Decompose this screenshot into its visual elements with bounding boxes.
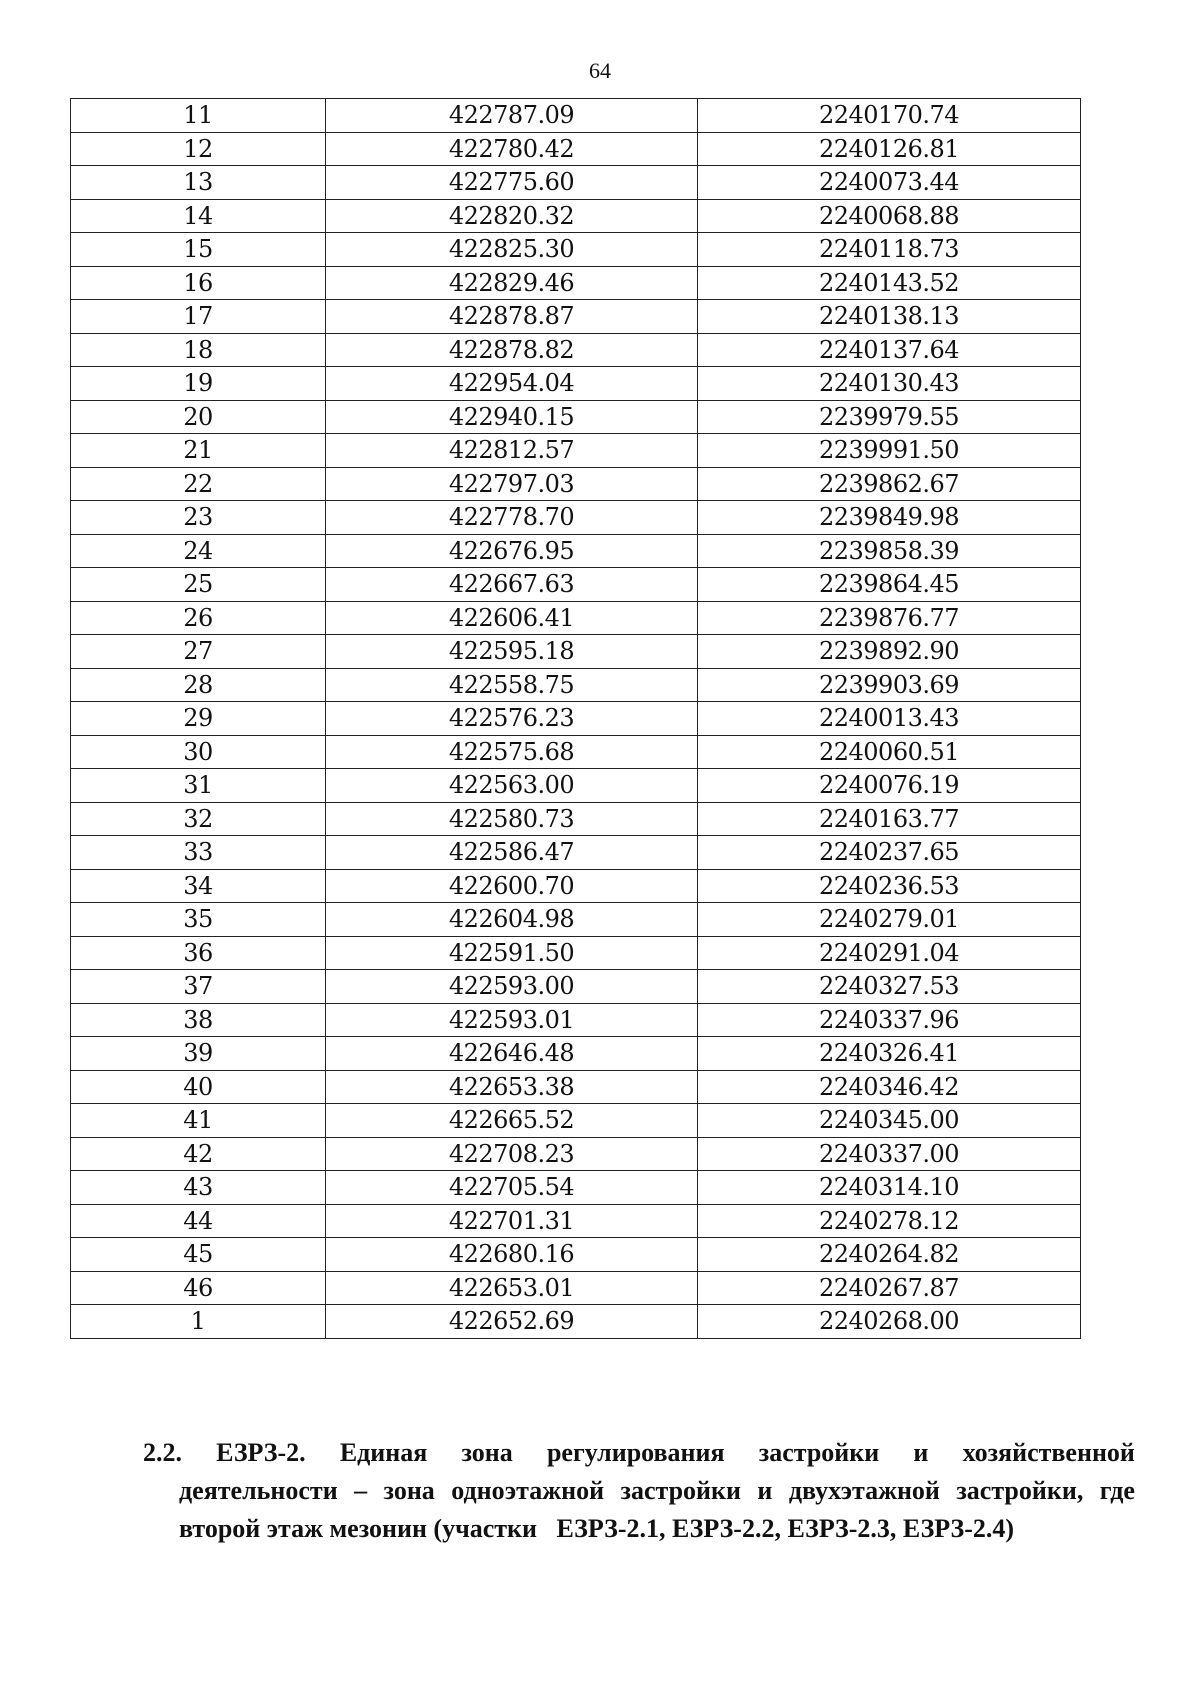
section-heading-line-2 xyxy=(143,1472,1135,1510)
y-coordinate-cell: 2239864.45 xyxy=(698,568,1081,602)
point-number-cell: 38 xyxy=(71,1003,326,1037)
point-number-cell: 18 xyxy=(71,333,326,367)
x-coordinate-cell: 422593.01 xyxy=(326,1003,698,1037)
table-row xyxy=(71,1271,1081,1305)
coordinates-table-body xyxy=(71,99,1081,1339)
y-coordinate-cell: 2239979.55 xyxy=(698,400,1081,434)
point-number-cell: 46 xyxy=(71,1271,326,1305)
x-coordinate-cell: 422653.38 xyxy=(326,1070,698,1104)
point-number-cell: 23 xyxy=(71,501,326,535)
section-heading-word: и xyxy=(757,1476,773,1505)
y-coordinate-cell: 2240327.53 xyxy=(698,970,1081,1004)
y-coordinate-cell: 2240337.96 xyxy=(698,1003,1081,1037)
table-row xyxy=(71,836,1081,870)
x-coordinate-cell: 422600.70 xyxy=(326,869,698,903)
section-heading-word: 2.2. xyxy=(143,1438,182,1467)
x-coordinate-cell: 422606.41 xyxy=(326,601,698,635)
point-number-cell: 42 xyxy=(71,1137,326,1171)
section-heading-word: одноэтажной xyxy=(451,1476,605,1505)
point-number-cell: 1 xyxy=(71,1305,326,1339)
page-number: 64 xyxy=(589,58,611,83)
y-coordinate-cell: 2240291.04 xyxy=(698,936,1081,970)
table-row xyxy=(71,1204,1081,1238)
section-heading-word: и xyxy=(913,1438,929,1467)
table-row xyxy=(71,1037,1081,1071)
y-coordinate-cell: 2240068.88 xyxy=(698,199,1081,233)
table-row xyxy=(71,333,1081,367)
y-coordinate-cell: 2240060.51 xyxy=(698,735,1081,769)
x-coordinate-cell: 422652.69 xyxy=(326,1305,698,1339)
section-heading-word: деятельности xyxy=(179,1476,338,1505)
table-row xyxy=(71,1070,1081,1104)
point-number-cell: 34 xyxy=(71,869,326,903)
y-coordinate-cell: 2239849.98 xyxy=(698,501,1081,535)
x-coordinate-cell: 422701.31 xyxy=(326,1204,698,1238)
table-row xyxy=(71,233,1081,267)
table-row xyxy=(71,434,1081,468)
x-coordinate-cell: 422708.23 xyxy=(326,1137,698,1171)
y-coordinate-cell: 2240126.81 xyxy=(698,132,1081,166)
table-row xyxy=(71,1305,1081,1339)
x-coordinate-cell: 422829.46 xyxy=(326,266,698,300)
table-row xyxy=(71,266,1081,300)
x-coordinate-cell: 422825.30 xyxy=(326,233,698,267)
section-heading-line-3: второй этаж мезонин (участки ЕЗРЗ-2.1, ЕЗРЗ-2.2, ЕЗРЗ-2.3, ЕЗРЗ-2.4) xyxy=(179,1514,1015,1543)
x-coordinate-cell: 422576.23 xyxy=(326,702,698,736)
y-coordinate-cell: 2239903.69 xyxy=(698,668,1081,702)
y-coordinate-cell: 2240337.00 xyxy=(698,1137,1081,1171)
y-coordinate-cell: 2239862.67 xyxy=(698,467,1081,501)
x-coordinate-cell: 422653.01 xyxy=(326,1271,698,1305)
y-coordinate-cell: 2239876.77 xyxy=(698,601,1081,635)
x-coordinate-cell: 422778.70 xyxy=(326,501,698,535)
y-coordinate-cell: 2239858.39 xyxy=(698,534,1081,568)
point-number-cell: 39 xyxy=(71,1037,326,1071)
point-number-cell: 19 xyxy=(71,367,326,401)
point-number-cell: 45 xyxy=(71,1238,326,1272)
section-heading-word: где xyxy=(1099,1476,1135,1505)
y-coordinate-cell: 2240236.53 xyxy=(698,869,1081,903)
section-heading-word: ЕЗРЗ-2. xyxy=(216,1438,306,1467)
point-number-cell: 11 xyxy=(71,99,326,133)
x-coordinate-cell: 422676.95 xyxy=(326,534,698,568)
x-coordinate-cell: 422646.48 xyxy=(326,1037,698,1071)
table-row xyxy=(71,668,1081,702)
table-row xyxy=(71,903,1081,937)
table-row xyxy=(71,1238,1081,1272)
x-coordinate-cell: 422820.32 xyxy=(326,199,698,233)
y-coordinate-cell: 2240076.19 xyxy=(698,769,1081,803)
x-coordinate-cell: 422558.75 xyxy=(326,668,698,702)
x-coordinate-cell: 422580.73 xyxy=(326,802,698,836)
point-number-cell: 28 xyxy=(71,668,326,702)
point-number-cell: 12 xyxy=(71,132,326,166)
point-number-cell: 43 xyxy=(71,1171,326,1205)
point-number-cell: 20 xyxy=(71,400,326,434)
point-number-cell: 36 xyxy=(71,936,326,970)
point-number-cell: 44 xyxy=(71,1204,326,1238)
table-row xyxy=(71,735,1081,769)
table-row xyxy=(71,802,1081,836)
x-coordinate-cell: 422775.60 xyxy=(326,166,698,200)
table-row xyxy=(71,970,1081,1004)
y-coordinate-cell: 2240118.73 xyxy=(698,233,1081,267)
y-coordinate-cell: 2240237.65 xyxy=(698,836,1081,870)
section-heading-word: двухэтажной xyxy=(788,1476,940,1505)
x-coordinate-cell: 422667.63 xyxy=(326,568,698,602)
x-coordinate-cell: 422604.98 xyxy=(326,903,698,937)
x-coordinate-cell: 422593.00 xyxy=(326,970,698,1004)
table-row xyxy=(71,568,1081,602)
table-row xyxy=(71,166,1081,200)
y-coordinate-cell: 2240143.52 xyxy=(698,266,1081,300)
coordinates-table xyxy=(70,98,1081,1339)
table-row xyxy=(71,936,1081,970)
table-row xyxy=(71,99,1081,133)
y-coordinate-cell: 2240163.77 xyxy=(698,802,1081,836)
point-number-cell: 13 xyxy=(71,166,326,200)
table-row xyxy=(71,534,1081,568)
point-number-cell: 15 xyxy=(71,233,326,267)
point-number-cell: 30 xyxy=(71,735,326,769)
table-row xyxy=(71,300,1081,334)
point-number-cell: 37 xyxy=(71,970,326,1004)
point-number-cell: 14 xyxy=(71,199,326,233)
x-coordinate-cell: 422878.87 xyxy=(326,300,698,334)
table-row xyxy=(71,367,1081,401)
y-coordinate-cell: 2240346.42 xyxy=(698,1070,1081,1104)
section-heading-word: застройки xyxy=(620,1476,741,1505)
x-coordinate-cell: 422586.47 xyxy=(326,836,698,870)
table-row xyxy=(71,1137,1081,1171)
section-heading-word: застройки, xyxy=(956,1476,1084,1505)
x-coordinate-cell: 422591.50 xyxy=(326,936,698,970)
section-heading-word: регулирования xyxy=(546,1438,725,1467)
x-coordinate-cell: 422563.00 xyxy=(326,769,698,803)
point-number-cell: 26 xyxy=(71,601,326,635)
point-number-cell: 16 xyxy=(71,266,326,300)
section-heading-word: хозяйственной xyxy=(962,1438,1135,1467)
y-coordinate-cell: 2240264.82 xyxy=(698,1238,1081,1272)
section-heading-word: застройки xyxy=(758,1438,880,1467)
table-row xyxy=(71,769,1081,803)
x-coordinate-cell: 422680.16 xyxy=(326,1238,698,1272)
y-coordinate-cell: 2240314.10 xyxy=(698,1171,1081,1205)
y-coordinate-cell: 2240073.44 xyxy=(698,166,1081,200)
section-heading-word: зона xyxy=(383,1476,435,1505)
table-row xyxy=(71,199,1081,233)
section-heading xyxy=(143,1434,1135,1548)
point-number-cell: 27 xyxy=(71,635,326,669)
y-coordinate-cell: 2240345.00 xyxy=(698,1104,1081,1138)
table-row xyxy=(71,635,1081,669)
section-heading-line-1 xyxy=(143,1434,1135,1472)
table-row xyxy=(71,132,1081,166)
x-coordinate-cell: 422787.09 xyxy=(326,99,698,133)
x-coordinate-cell: 422780.42 xyxy=(326,132,698,166)
point-number-cell: 41 xyxy=(71,1104,326,1138)
x-coordinate-cell: 422878.82 xyxy=(326,333,698,367)
section-heading-word: зона xyxy=(461,1438,513,1467)
x-coordinate-cell: 422797.03 xyxy=(326,467,698,501)
y-coordinate-cell: 2240326.41 xyxy=(698,1037,1081,1071)
point-number-cell: 40 xyxy=(71,1070,326,1104)
section-heading-word: – xyxy=(354,1476,368,1505)
y-coordinate-cell: 2239892.90 xyxy=(698,635,1081,669)
y-coordinate-cell: 2240279.01 xyxy=(698,903,1081,937)
table-row xyxy=(71,601,1081,635)
y-coordinate-cell: 2239991.50 xyxy=(698,434,1081,468)
table-row xyxy=(71,501,1081,535)
y-coordinate-cell: 2240130.43 xyxy=(698,367,1081,401)
x-coordinate-cell: 422705.54 xyxy=(326,1171,698,1205)
y-coordinate-cell: 2240267.87 xyxy=(698,1271,1081,1305)
y-coordinate-cell: 2240013.43 xyxy=(698,702,1081,736)
x-coordinate-cell: 422940.15 xyxy=(326,400,698,434)
table-row xyxy=(71,869,1081,903)
x-coordinate-cell: 422595.18 xyxy=(326,635,698,669)
x-coordinate-cell: 422575.68 xyxy=(326,735,698,769)
section-heading-word: Единая xyxy=(339,1438,428,1467)
y-coordinate-cell: 2240278.12 xyxy=(698,1204,1081,1238)
table-row xyxy=(71,1003,1081,1037)
point-number-cell: 22 xyxy=(71,467,326,501)
y-coordinate-cell: 2240138.13 xyxy=(698,300,1081,334)
table-row xyxy=(71,702,1081,736)
table-row xyxy=(71,1171,1081,1205)
table-row xyxy=(71,467,1081,501)
point-number-cell: 24 xyxy=(71,534,326,568)
point-number-cell: 33 xyxy=(71,836,326,870)
table-row xyxy=(71,400,1081,434)
y-coordinate-cell: 2240170.74 xyxy=(698,99,1081,133)
y-coordinate-cell: 2240137.64 xyxy=(698,333,1081,367)
point-number-cell: 35 xyxy=(71,903,326,937)
y-coordinate-cell: 2240268.00 xyxy=(698,1305,1081,1339)
x-coordinate-cell: 422954.04 xyxy=(326,367,698,401)
point-number-cell: 21 xyxy=(71,434,326,468)
point-number-cell: 31 xyxy=(71,769,326,803)
point-number-cell: 25 xyxy=(71,568,326,602)
point-number-cell: 17 xyxy=(71,300,326,334)
point-number-cell: 32 xyxy=(71,802,326,836)
point-number-cell: 29 xyxy=(71,702,326,736)
table-row xyxy=(71,1104,1081,1138)
x-coordinate-cell: 422665.52 xyxy=(326,1104,698,1138)
x-coordinate-cell: 422812.57 xyxy=(326,434,698,468)
